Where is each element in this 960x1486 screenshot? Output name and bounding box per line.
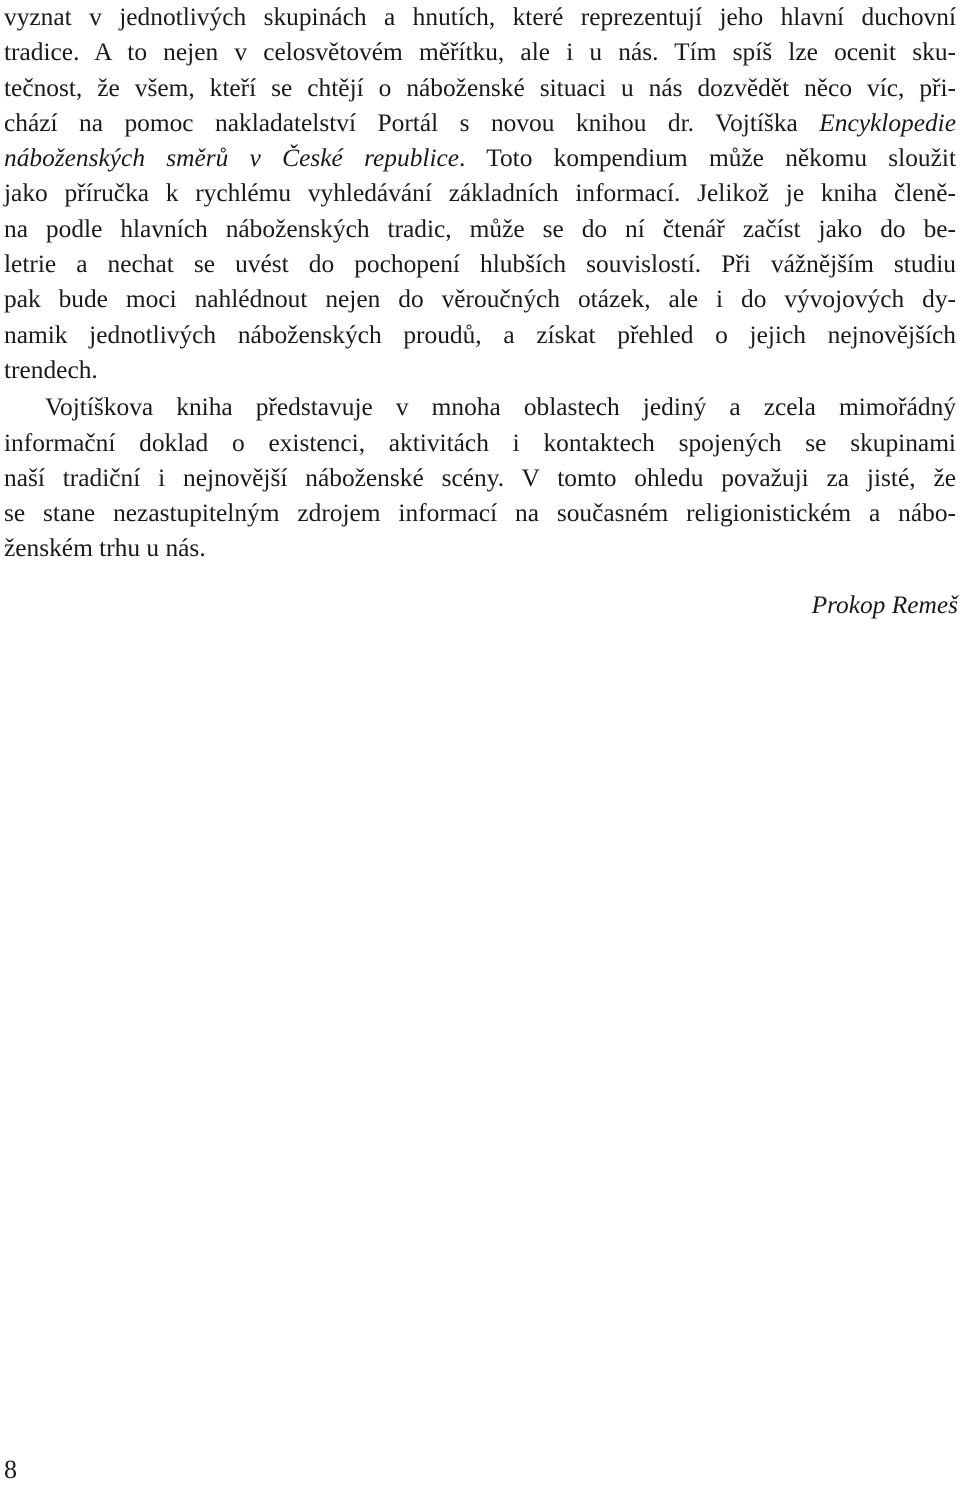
text-line: pak bude moci nahlédnout nejen do věroučných otázek, ale i do vývojových dy- — [4, 285, 956, 314]
text-line: letrie a nechat se uvést do pochopení hlubších souvislostí. Při vážnějším studiu — [4, 250, 956, 279]
text-line: tradice. A to nejen v celosvětovém měřítku, ale i u nás. Tím spíš lze ocenit sku- — [4, 38, 956, 67]
book-title-part-2: náboženských směrů v České republice — [4, 144, 460, 173]
paragraph-2 — [4, 390, 956, 566]
text-line: trendech. — [4, 355, 98, 384]
text-line: Vojtíškova kniha představuje v mnoha oblastech jediný a zcela mimořádný — [45, 393, 956, 422]
book-title-part-1: Encyklopedie — [819, 108, 956, 137]
text-line: jako příručka k rychlému vyhledávání základních informací. Jelikož je kniha členě- — [4, 179, 956, 208]
text-line — [4, 106, 956, 141]
text-line — [4, 141, 956, 176]
paragraph-1 — [4, 0, 956, 388]
text-line: tečnost, že všem, kteří se chtějí o náboženské situaci u nás dozvědět něco víc, při- — [4, 73, 956, 102]
author-signature: Prokop Remeš — [811, 591, 958, 619]
text-line: se stane nezastupitelným zdrojem informací na současném religionistickém a nábo- — [4, 499, 956, 528]
text-line: namik jednotlivých náboženských proudů, a získat přehled o jejich nejnovějších — [4, 320, 956, 349]
text-line: vyznat v jednotlivých skupinách a hnutích, které reprezentují jeho hlavní duchovní — [4, 3, 956, 31]
text-run: chází na pomoc nakladatelství Portál s novou knihou dr. Vojtíška — [4, 108, 820, 137]
text-line: ženském trhu u nás. — [4, 534, 206, 563]
text-line: na podle hlavních náboženských tradic, může se do ní čtenář začíst jako do be- — [4, 214, 956, 243]
text-line: naší tradiční i nejnovější náboženské scény. V tomto ohledu považuji za jisté, že — [4, 463, 956, 492]
page-number: 8 — [4, 1455, 17, 1484]
page-body — [4, 0, 956, 567]
text-run: . Toto kompendium může někomu sloužit — [459, 144, 957, 173]
text-line: informační doklad o existenci, aktivitách i kontaktech spojených se skupinami — [4, 428, 956, 457]
